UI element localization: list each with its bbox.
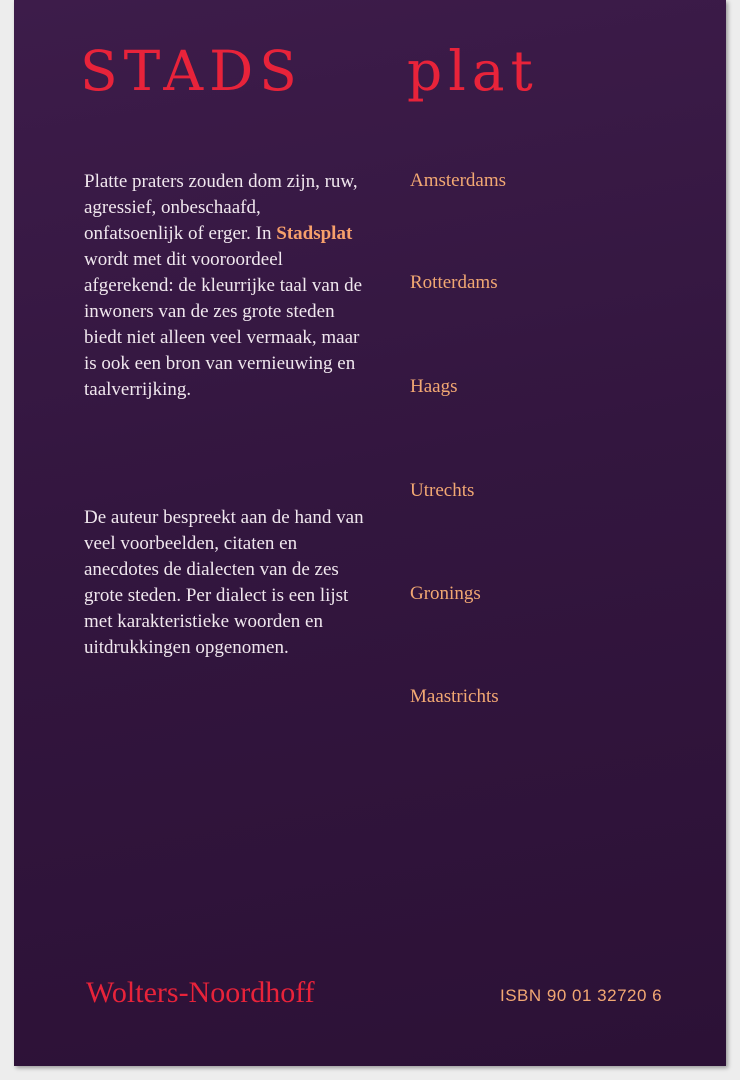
isbn-number: ISBN 90 01 32720 6	[500, 986, 663, 1005]
dialect-haags: Haags	[410, 376, 458, 397]
dialect-rotterdams: Rotterdams	[410, 272, 498, 293]
blurb-paragraph-1	[84, 169, 364, 403]
book-title-inline: Stadsplat	[276, 223, 353, 244]
blurb-paragraph-2: De auteur bespreekt aan de hand van veel voorbeelden, citaten en anecdotes de dialecten van de zes grote steden. Per dialect is een lijst met karakteristieke woorden en uitdrukkingen opgenomen.	[84, 507, 364, 658]
publisher-name: Wolters-Noordhoff	[86, 976, 315, 1009]
dialect-gronings: Gronings	[410, 583, 481, 604]
dialect-maastrichts: Maastrichts	[410, 686, 499, 707]
dialect-utrechts: Utrechts	[410, 480, 475, 501]
title-stads: STADS	[80, 39, 303, 103]
title-plat: plat	[407, 39, 539, 103]
dialect-amsterdams: Amsterdams	[410, 170, 507, 191]
blurb-text-intro: Platte praters zouden dom zijn, ruw, agressief, onbeschaafd, onfatsoenlijk of erger. In	[84, 171, 358, 244]
book-back-cover	[14, 0, 726, 1066]
blurb-text-continuation: wordt met dit vooroordeel afgerekend: de kleurrijke taal van de inwoners van de zes grote steden biedt niet alleen veel vermaak, maar is ook een bron van vernieuwing en taalverrijking.	[84, 249, 362, 400]
